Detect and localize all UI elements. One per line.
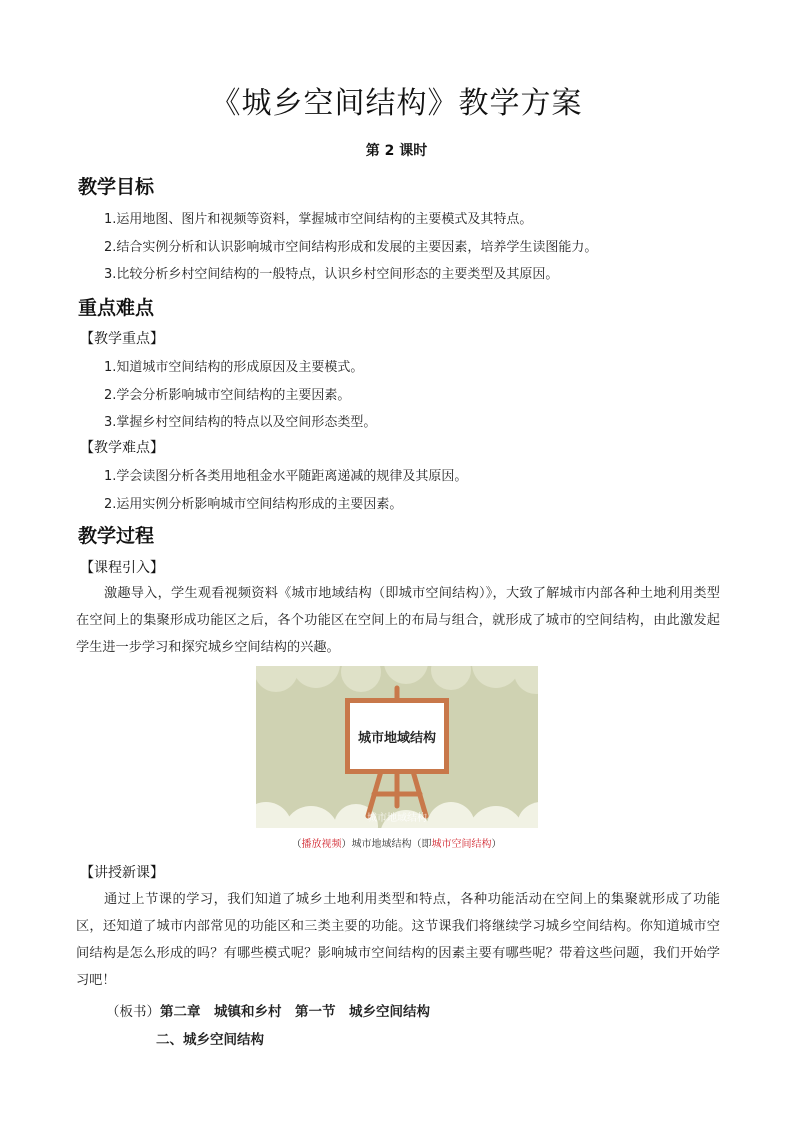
goal-item: 1.运用地图、图片和视频等资料，掌握城市空间结构的主要模式及其特点。 <box>104 212 533 227</box>
intro-label: 【课程引入】 <box>80 560 164 576</box>
board-text: 城市地域结构 <box>357 731 437 746</box>
difficulty-item: 2.运用实例分析影响城市空间结构形成的主要因素。 <box>104 497 403 512</box>
figure-caption: （播放视频）城市地域结构（即城市空间结构） <box>291 839 502 850</box>
section-subheading: 二、城乡空间结构 <box>156 1032 264 1048</box>
focus-item: 3.掌握乡村空间结构的特点以及空间形态类型。 <box>104 415 377 430</box>
video-thumbnail[interactable] <box>256 666 538 828</box>
keypoints-heading: 重点难点 <box>78 297 155 319</box>
focus-label: 【教学重点】 <box>80 331 164 347</box>
video-overlay-text: 城市地域结构 <box>367 813 427 824</box>
process-heading: 教学过程 <box>78 525 155 547</box>
goal-item: 3.比较分析乡村空间结构的一般特点，认识乡村空间形态的主要类型及其原因。 <box>104 267 559 282</box>
document-title: 《城乡空间结构》教学方案 <box>210 86 583 121</box>
play-video-link[interactable]: 播放视频 <box>301 839 342 850</box>
lesson-number: 第 2 课时 <box>365 143 428 159</box>
board-writing: （板书）第二章 城镇和乡村 第一节 城乡空间结构 <box>106 1004 430 1020</box>
new-lesson-label: 【讲授新课】 <box>80 865 164 881</box>
goals-heading: 教学目标 <box>78 176 155 198</box>
difficulty-label: 【教学难点】 <box>80 440 164 456</box>
goal-item: 2.结合实例分析和认识影响城市空间结构形成和发展的主要因素，培养学生读图能力。 <box>104 240 598 255</box>
video-illustration <box>256 666 538 828</box>
intro-paragraph: 激趣导入，学生观看视频资料《城市地域结构（即城市空间结构）》，大致了解城市内部各种土地利用类型在空间上的集聚形成功能区之后，各个功能区在空间上的布局与组合，就形成了城市的空间结构，由此激发起学生进一步学习和探究城乡空间结构的兴趣。 <box>76 586 720 655</box>
difficulty-item: 1.学会读图分析各类用地租金水平随距离递减的规律及其原因。 <box>104 469 468 484</box>
focus-item: 2.学会分析影响城市空间结构的主要因素。 <box>104 388 351 403</box>
focus-item: 1.知道城市空间结构的形成原因及主要模式。 <box>104 360 364 375</box>
new-lesson-paragraph: 通过上节课的学习，我们知道了城乡土地利用类型和特点，各种功能活动在空间上的集聚就形成了功能区，还知道了城市内部常见的功能区和三类主要的功能。这节课我们将继续学习城乡空间结构。你知道城市空间结构是怎么形成的吗？有哪些模式呢？影响城市空间结构的因素主要有哪些呢？带着这些问题，我们开始学习吧！ <box>76 892 720 988</box>
